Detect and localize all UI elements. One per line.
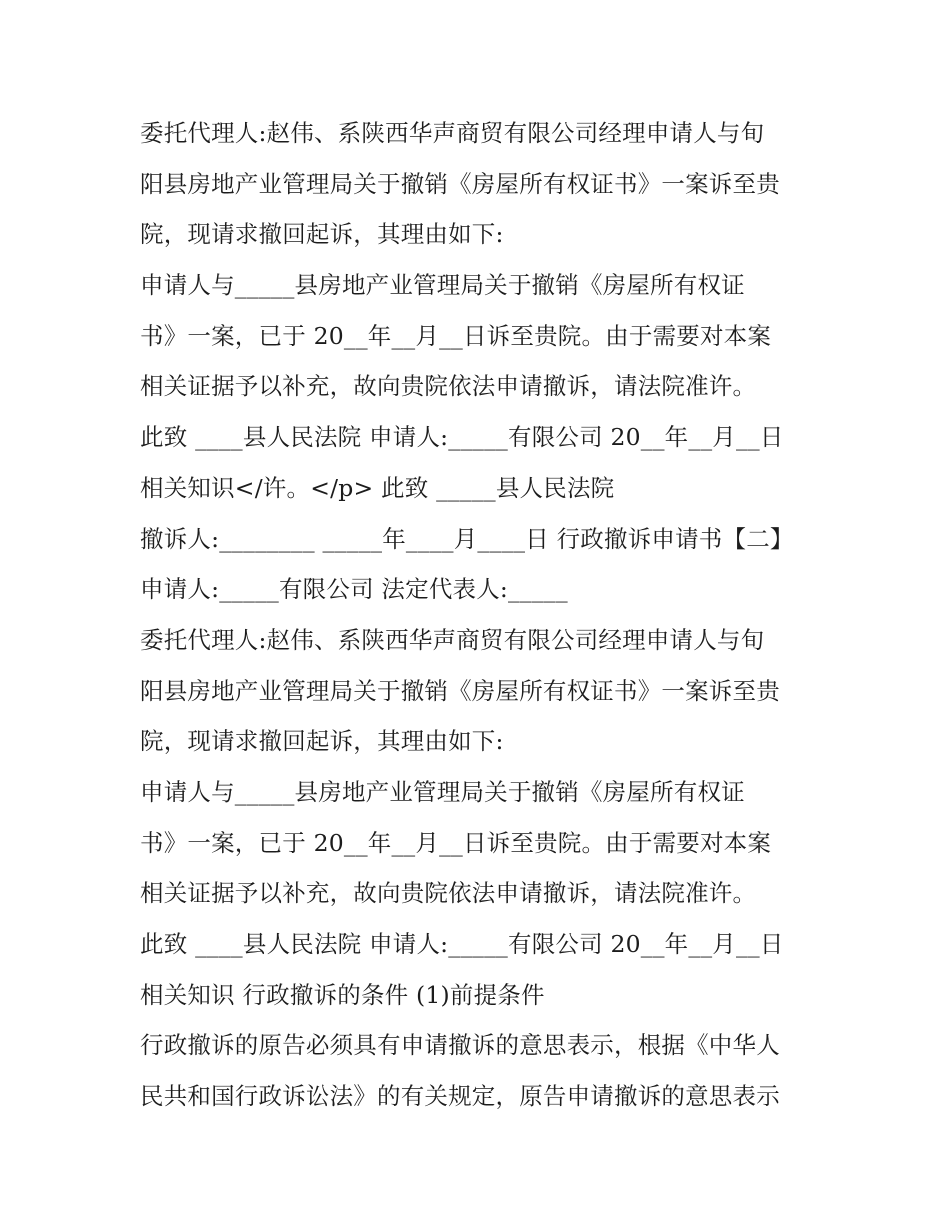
text-line: 相关证据予以补充，故向贵院依法申请撤诉，请法院准许。	[140, 372, 757, 401]
text-line: 此致 ____县人民法院 申请人:_____有限公司 20__年__月__日	[140, 930, 784, 958]
text-line: 申请人:_____有限公司 法定代表人:_____	[140, 575, 568, 604]
text-line: 相关知识</许。</p> 此致 _____县人民法院	[140, 473, 615, 502]
text-line: 相关证据予以补充，故向贵院依法申请撤诉，请法院准许。	[140, 879, 757, 908]
text-line: 阳县房地产业管理局关于撤销《房屋所有权证书》一案诉至贵	[140, 169, 780, 198]
text-line: 院，现请求撤回起诉，其理由如下:	[140, 220, 504, 249]
text-line: 申请人与_____县房地产业管理局关于撤销《房屋所有权证	[140, 271, 745, 300]
text-line: 撤诉人:________ _____年____月____日 行政撤诉申请书【二】	[140, 524, 794, 553]
text-line: 委托代理人:赵伟、系陕西华声商贸有限公司经理申请人与旬	[140, 119, 765, 147]
text-line: 行政撤诉的原告必须具有申请撤诉的意思表示，根据《中华人	[140, 1031, 780, 1060]
text-line: 书》一案，已于 20__年__月__日诉至贵院。由于需要对本案	[140, 828, 772, 857]
text-line: 委托代理人:赵伟、系陕西华声商贸有限公司经理申请人与旬	[140, 625, 765, 654]
document-body	[140, 108, 830, 1122]
text-line: 院，现请求撤回起诉，其理由如下:	[140, 727, 504, 756]
text-line: 相关知识 行政撤诉的条件 (1)前提条件	[140, 980, 545, 1009]
text-line: 此致 ____县人民法院 申请人:_____有限公司 20__年__月__日	[140, 423, 784, 452]
text-line: 书》一案，已于 20__年__月__日诉至贵院。由于需要对本案	[140, 321, 772, 350]
text-line: 申请人与_____县房地产业管理局关于撤销《房屋所有权证	[140, 777, 745, 806]
text-line: 阳县房地产业管理局关于撤销《房屋所有权证书》一案诉至贵	[140, 676, 780, 705]
text-line: 民共和国行政诉讼法》的有关规定，原告申请撤诉的意思表示	[140, 1082, 780, 1111]
